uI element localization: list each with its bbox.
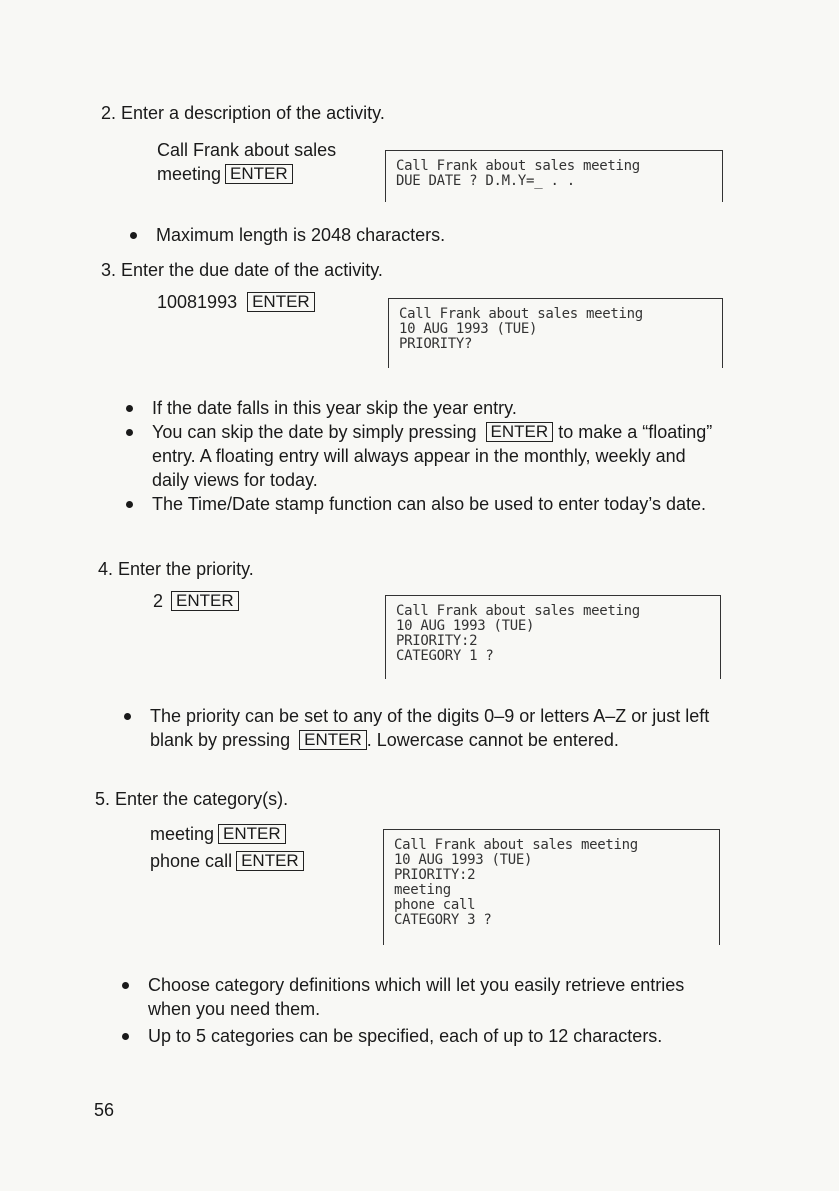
step-number: 5.	[95, 789, 111, 809]
step-4-input: 2 ENTER	[153, 589, 239, 613]
step-number: 4.	[98, 559, 114, 579]
step-5-heading	[95, 788, 288, 810]
lcd-screen-step-4	[385, 595, 721, 679]
screen-line: CATEGORY 3 ?	[394, 912, 492, 928]
enter-key: ENTER	[299, 730, 367, 750]
screen-line: phone call	[394, 897, 476, 913]
screen-line: Call Frank about sales meeting	[394, 837, 638, 853]
step-5-input	[150, 822, 304, 873]
note-item: The priority can be set to any of the digits 0–9 or letters A–Z or just left blank by pressing ENTER . Lowercase cannot be entered.	[120, 704, 720, 752]
screen-line: PRIORITY:2	[394, 867, 476, 883]
input-line: meeting ENTER	[150, 822, 304, 846]
screen-line: CATEGORY 1 ?	[396, 648, 494, 664]
lcd-screen-step-3	[388, 298, 723, 368]
step-4-heading	[98, 558, 254, 580]
screen-line: 10 AUG 1993 (TUE)	[399, 321, 538, 337]
step-4-notes	[120, 704, 720, 752]
note-item: If the date falls in this year skip the year entry.	[122, 396, 722, 420]
screen-line: 10 AUG 1993 (TUE)	[396, 618, 535, 634]
screen-line: DUE DATE ? D.M.Y=_ . .	[396, 173, 575, 189]
enter-key: ENTER	[247, 292, 315, 312]
screen-line: PRIORITY:2	[396, 633, 478, 649]
step-text: Enter the priority.	[118, 559, 254, 579]
step-5-notes	[118, 973, 728, 1048]
screen-line: meeting	[394, 882, 451, 898]
step-3-notes	[122, 396, 722, 516]
step-2-heading	[101, 102, 385, 124]
enter-key: ENTER	[225, 164, 293, 184]
step-3-input: 10081993 ENTER	[157, 290, 315, 314]
enter-key: ENTER	[486, 422, 554, 442]
input-line: phone call ENTER	[150, 849, 304, 873]
step-number: 3.	[101, 260, 117, 280]
step-2-notes	[126, 223, 726, 247]
step-text: Enter the category(s).	[115, 789, 289, 809]
screen-line: PRIORITY?	[399, 336, 473, 352]
screen-line: Call Frank about sales meeting	[396, 158, 640, 174]
enter-key: ENTER	[218, 824, 286, 844]
note-item: The Time/Date stamp function can also be used to enter today’s date.	[122, 492, 722, 516]
input-line: Call Frank about sales	[157, 140, 337, 160]
note-item: Up to 5 categories can be specified, each of up to 12 characters.	[118, 1024, 728, 1048]
enter-key: ENTER	[236, 851, 304, 871]
step-3-heading	[101, 259, 383, 281]
screen-line: 10 AUG 1993 (TUE)	[394, 852, 533, 868]
lcd-screen-step-2	[385, 150, 723, 202]
lcd-screen-step-5	[383, 829, 720, 945]
input-line: meeting ENTER	[157, 162, 336, 186]
note-item: Maximum length is 2048 characters.	[126, 223, 726, 247]
screen-line: Call Frank about sales meeting	[399, 306, 643, 322]
page-number: 56	[94, 1100, 115, 1120]
step-number: 2.	[101, 103, 117, 123]
step-2-input	[157, 138, 336, 186]
enter-key: ENTER	[171, 591, 239, 611]
step-text: Enter the due date of the activity.	[121, 260, 383, 280]
step-text: Enter a description of the activity.	[121, 103, 385, 123]
note-item: Choose category definitions which will let you easily retrieve entries when you need them.	[118, 973, 728, 1021]
note-item: You can skip the date by simply pressing ENTER to make a “floating” entry. A floating entry will always appear in the monthly, weekly and daily views for today.	[122, 420, 722, 492]
screen-line: Call Frank about sales meeting	[396, 603, 640, 619]
